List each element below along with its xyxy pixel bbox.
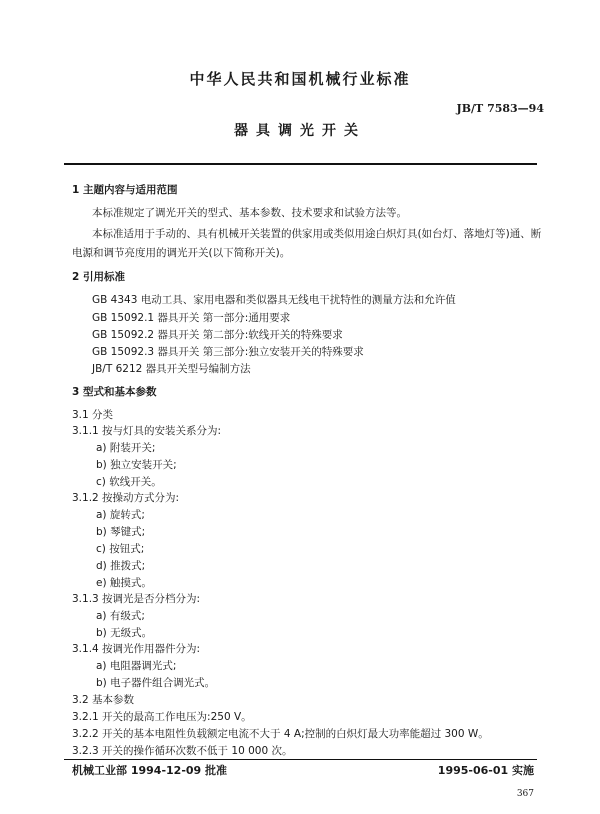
section-heading-1: 1 主题内容与适用范围 [72, 184, 178, 196]
clause-heading: 3.1.3 按调光是否分档分为: [72, 593, 201, 605]
body-paragraph: 本标准规定了调光开关的型式、基本参数、技术要求和试验方法等。 [92, 207, 407, 219]
header-divider [64, 163, 537, 165]
clause-heading: 3.1.2 按操动方式分为: [72, 492, 180, 504]
document-title: 器具调光开关 [234, 123, 366, 139]
list-item: c) 软线开关。 [96, 476, 162, 488]
standard-category-title: 中华人民共和国机械行业标准 [189, 70, 411, 88]
clause-text: 3.2.1 开关的最高工作电压为:250 V。 [72, 711, 252, 723]
section-heading-2: 2 引用标准 [72, 271, 125, 283]
page-number: 367 [516, 789, 534, 799]
clause-text: 3.2.3 开关的操作循环次数不低于 10 000 次。 [72, 745, 293, 757]
reference-item: GB 4343 电动工具、家用电器和类似器具无线电干扰特性的测量方法和允许值 [92, 294, 456, 306]
clause-heading: 3.2 基本参数 [72, 694, 135, 706]
body-paragraph: 电源和调节亮度用的调光开关(以下简称开关)。 [72, 247, 291, 259]
reference-item: JB/T 6212 器具开关型号编制方法 [92, 363, 251, 375]
list-item: c) 按钮式; [96, 543, 145, 555]
reference-item: GB 15092.1 器具开关 第一部分:通用要求 [92, 312, 291, 324]
body-paragraph: 本标准适用于手动的、具有机械开关装置的供家用或类似用途白炽灯具(如台灯、落地灯等)通、断 [92, 228, 542, 240]
list-item: d) 推拨式; [96, 560, 146, 572]
list-item: b) 独立安装开关; [96, 459, 177, 471]
clause-heading: 3.1.4 按调光作用器件分为: [72, 643, 201, 655]
standard-number: JB/T 7583—94 [456, 102, 544, 115]
implementation-date: 1995-06-01 实施 [437, 764, 534, 777]
list-item: a) 附装开关; [96, 442, 156, 454]
list-item: b) 琴键式; [96, 526, 146, 538]
clause-heading: 3.1 分类 [72, 409, 114, 421]
list-item: a) 有级式; [96, 610, 145, 622]
list-item: b) 电子器件组合调光式。 [96, 677, 216, 689]
list-item: e) 触摸式。 [96, 577, 152, 589]
approval-date: 机械工业部 1994-12-09 批准 [72, 764, 228, 777]
reference-item: GB 15092.2 器具开关 第二部分:软线开关的特殊要求 [92, 329, 343, 341]
clause-heading: 3.1.1 按与灯具的安装关系分为: [72, 425, 222, 437]
list-item: a) 电阻器调光式; [96, 660, 177, 672]
reference-item: GB 15092.3 器具开关 第三部分:独立安装开关的特殊要求 [92, 346, 364, 358]
list-item: a) 旋转式; [96, 509, 145, 521]
footer-divider [64, 759, 537, 760]
section-heading-3: 3 型式和基本参数 [72, 386, 157, 398]
list-item: b) 无级式。 [96, 627, 153, 639]
clause-text: 3.2.2 开关的基本电阻性负载额定电流不大于 4 A;控制的白炽灯最大功率能超过 300 W。 [72, 728, 489, 740]
